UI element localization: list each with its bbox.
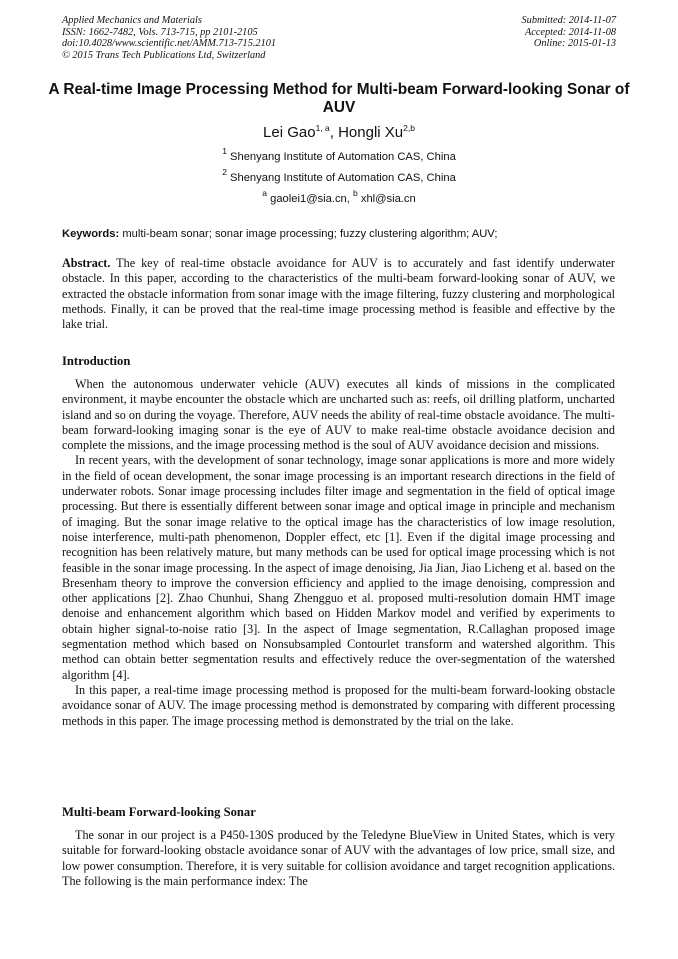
email-separator: , [346,193,353,205]
author-superscript: 1, a [315,123,330,133]
author-separator: , [329,124,339,141]
body-paragraph: The sonar in our project is a P450-130S produced by the Teledyne BlueView in United States, which is very suitable for forward-looking obstacle avoidance sonar of AUV with the advantages of low price, small size, and low power consumption. Therefore, it is very suitable for collision avoidance and target recognition applications. The following is the main performance index: The [62,828,615,888]
body-paragraph: In recent years, with the development of sonar technology, image sonar applications is more and more widely in the field of ocean development, the sonar image processing is an important research directions in the field of underwater robots. Sonar image processing includes filter image and segmentation in the field of optical image processing. But there is essentially different between sonar image and optical image in principle and mechanism of imaging. But the sonar image relative to the optical image has the characteristics of low image resolution, noise interference, multi-path phenomenon, Doppler effect, etc [1]. Even if the digital image processing and recognition has been relatively mature, but many methods can be used for optical image processing which is not feasible in the sonar image processing. In the aspect of image denoising, Jia Jian, Jiao Licheng et al. based on the Bresenham theory to improve the conversion efficiency and applied to the image denoising, compression and other applications [2]. Zhao Chunhui, Shang Zhengguo et al. proposed multi-resolution domain HMT image denoise and enhancement algorithm which based on Hidden Markov model and verified by experiments to obtain higher signal-to-noise ratio [3]. In the aspect of Image segmentation, R.Callaghan proposed image segmentation method which based on Nonsubsampled Contourlet transform and watershed algorithm. This method can obtain better segmentation results and effectively reduce the over-segmentation of the watershed algorithm [4]. [62,453,615,682]
author-name: Hongli Xu [338,124,404,141]
affiliation-1 [0,146,678,164]
body-paragraph: When the autonomous underwater vehicle (AUV) executes all kinds of missions in the complicated environment, it maybe encounter the obstacle which are uncharted such as: reefs, oil drilling platform, uncharted island and so on during the voyage. Therefore, AUV needs the ability of real-time obstacle avoidance. The multi-beam forward-looking imaging sonar is the eye of AUV to make real-time obstacle avoidance decision and complete the missions, and the image processing method is the soul of AUV avoidance decision and missions. [62,377,615,453]
online-date: Online: 2015-01-13 [533,38,616,50]
paper-title: A Real-time Image Processing Method for Multi-beam Forward-looking Sonar of AUV [48,81,630,116]
section-heading-introduction: Introduction [62,354,131,368]
keywords-line [62,227,497,241]
body-paragraph: In this paper, a real-time image processing method is proposed for the multi-beam forward-looking obstacle avoidance sonar of AUV. The image processing method is demonstrated by comparing with different processing methods in this paper. The image processing method is demonstrated by the trial on the lake. [62,682,615,728]
keywords-label: Keywords: [62,228,120,240]
journal-name: Applied Mechanics and Materials [62,15,202,26]
affiliation-superscript: 2 [222,167,227,177]
affiliation-2 [0,167,678,185]
author-emails [0,188,678,206]
journal-info [62,15,276,61]
affiliation-superscript: 1 [222,146,227,156]
multibeam-sonar-body [62,828,615,889]
abstract-text: The key of real-time obstacle avoidance for AUV is to accurately and fast identify underwater obstacle. In this paper, according to the characteristics of the multi-beam forward-looking sonar of AUV, we extracted the obstacle information from sonar image with the image filtering, fuzzy clustering and morphological methods. Finally, it can be proved that the real-time image processing method is feasible and effective by the lake trial. [62,256,615,332]
abstract-paragraph [62,256,615,332]
abstract-label: Abstract. [62,256,111,270]
author-superscript: 2,b [403,123,415,133]
affiliation-text: Shenyang Institute of Automation CAS, China [230,151,456,163]
email-superscript: b [353,188,358,198]
copyright-line: © 2015 Trans Tech Publications Ltd, Switzerland [62,49,266,61]
author-list [0,124,678,142]
author-name: Lei Gao [263,124,316,141]
publication-dates [522,15,616,50]
submitted-date: Submitted: 2014-11-07 [521,15,616,26]
introduction-body [62,377,615,729]
affiliation-text: Shenyang Institute of Automation CAS, China [230,172,456,184]
accepted-date: Accepted: 2014-11-08 [524,26,616,38]
keywords-text: multi-beam sonar; sonar image processing; fuzzy clustering algorithm; AUV; [122,228,498,240]
email-address: xhl@sia.cn [360,193,416,205]
email-address: gaolei1@sia.cn [270,193,347,205]
email-superscript: a [262,188,267,198]
abstract [62,256,615,332]
issn-line: ISSN: 1662-7482, Vols. 713-715, pp 2101-2105 [62,26,258,38]
doi-line: doi:10.4028/www.scientific.net/AMM.713-715.2101 [62,38,277,50]
section-heading-multibeam-sonar: Multi-beam Forward-looking Sonar [62,805,256,819]
